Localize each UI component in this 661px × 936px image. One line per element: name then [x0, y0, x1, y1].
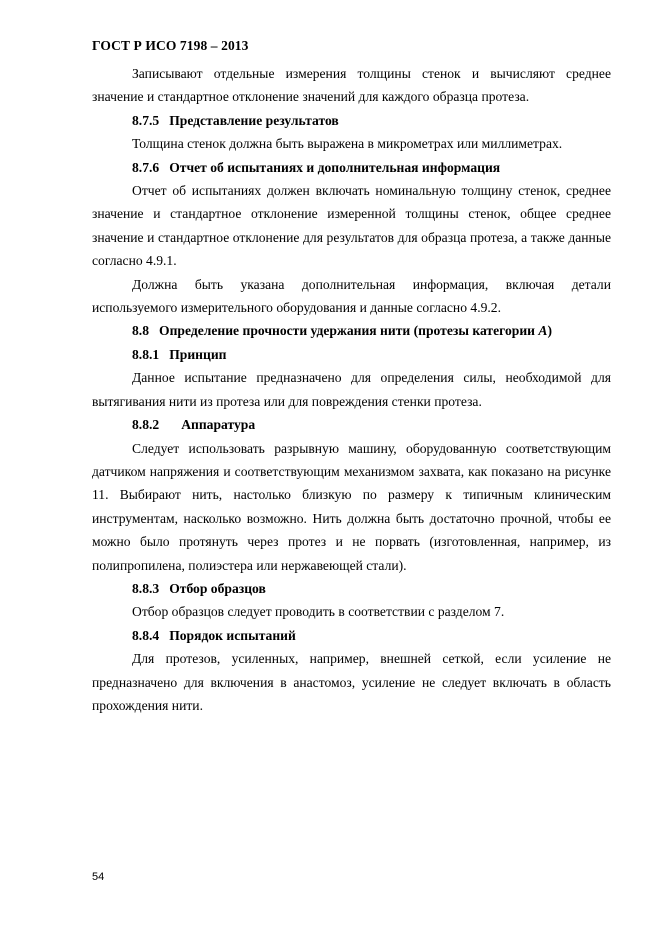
section-title: Представление результатов [169, 112, 339, 128]
section-number: 8.7.5 [132, 112, 160, 128]
paragraph: Записывают отдельные измерения толщины стенок и вычисляют среднее значение и стандартное отклонение значений для каждого образца протеза. [92, 66, 611, 105]
paragraph: Толщина стенок должна быть выражена в микрометрах или миллиметрах. [132, 136, 563, 152]
document-header: ГОСТ Р ИСО 7198 – 2013 [92, 38, 249, 53]
section-heading-8-8-2 [92, 413, 611, 436]
section-heading-8-7-5 [92, 109, 611, 132]
paragraph: Отчет об испытаниях должен включать номинальную толщину стенок, среднее значение и стандартное отклонение измеренной толщины стенок, общее среднее значение и стандартное отклонение для результатов для образца протеза, а также данные согласно 4.9.1. [92, 183, 611, 269]
section-title: Отчет об испытаниях и дополнительная информация [169, 159, 501, 175]
paragraph: Данное испытание предназначено для определения силы, необходимой для вытягивания нити из протеза или для повреждения стенки протеза. [92, 370, 611, 409]
paragraph: Должна быть указана дополнительная информация, включая детали используемого измерительного оборудования и данные согласно 4.9.2. [92, 276, 611, 316]
section-number: 8.7.6 [132, 159, 160, 175]
section-number: 8.8.2 [132, 417, 160, 433]
page-number: 54 [92, 871, 105, 883]
category-letter: A [538, 323, 548, 339]
section-title: Принцип [169, 346, 227, 362]
section-number: 8.8.4 [132, 627, 160, 643]
section-title: Аппаратура [181, 417, 256, 433]
closing-paren: ) [547, 323, 552, 339]
section-title: Определение прочности удержания нити (протезы категории [159, 323, 535, 339]
paragraph: Отбор образцов следует проводить в соответствии с разделом 7. [132, 604, 505, 620]
section-heading-8-8-1 [92, 343, 611, 366]
paragraph: Следует использовать разрывную машину, оборудованную соответствующим датчиком напряжения и соответствующим механизмом захвата, как показано на рисунке 11. Выбирают нить, настолько близкую по размеру к типичным клиническим инструментам, насколько возможно. Нить должна быть достаточно прочной, чтобы ее можно было протянуть через протез и не порвать (изготовленная, например, из полипропилена, полиэстера или нержавеющей стали). [92, 440, 611, 573]
section-number: 8.8.3 [132, 580, 160, 596]
section-heading-8-7-6 [92, 156, 611, 179]
section-heading-8-8-3 [92, 577, 611, 600]
section-number: 8.8.1 [132, 346, 160, 362]
document-body [92, 62, 611, 717]
section-number: 8.8 [132, 323, 149, 339]
section-heading-8-8-4 [92, 624, 611, 647]
section-title: Порядок испытаний [169, 627, 296, 643]
section-heading-8-8 [92, 319, 611, 342]
section-title: Отбор образцов [169, 580, 266, 596]
paragraph: Для протезов, усиленных, например, внешней сеткой, если усиление не предназначено для включения в анастомоз, усиление не следует включать в область прохождения нити. [92, 651, 611, 713]
